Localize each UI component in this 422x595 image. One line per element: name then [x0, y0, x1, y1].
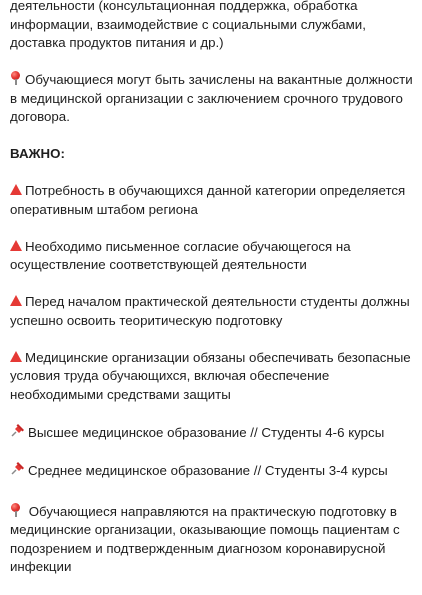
education-level-text-2: Среднее медицинское образование // Студенты 3-4 курсы [28, 462, 388, 478]
important-heading: ВАЖНО: [10, 146, 65, 161]
red-triangle-icon [10, 240, 22, 251]
red-triangle-icon [10, 295, 22, 306]
vacancy-note-text: Обучающиеся могут быть зачислены на вакантные должности в медицинской организации с заключением срочного трудового договора. [10, 72, 413, 124]
warning-text-4: Медицинские организации обязаны обеспечивать безопасные условия труда обучающихся, включая обеспечение необходимыми средствами защиты [10, 349, 411, 402]
warning-item-3 [10, 293, 414, 330]
red-triangle-icon [10, 184, 22, 195]
round-pushpin-icon [10, 503, 22, 517]
education-level-text-1: Высшее медицинское образование // Студенты 4-6 курсы [28, 424, 385, 440]
warning-text-2: Необходимо письменное согласие обучающегося на осуществление соответствующей деятельности [10, 238, 351, 272]
pushpin-icon [10, 423, 25, 438]
intro-tail-text: деятельности (консультационная поддержка, обработка информации, взаимодействие с социальными службами, доставка продуктов питания и др.) [10, 0, 366, 50]
warning-item-4 [10, 349, 414, 405]
warning-item-1 [10, 182, 414, 219]
vacancy-note-paragraph [10, 71, 414, 127]
warning-text-3: Перед началом практической деятельности студенты должны успешно освоить теоритическую подготовку [10, 294, 410, 328]
red-triangle-icon [10, 351, 22, 362]
pushpin-icon [10, 461, 25, 476]
practice-note-text: Обучающиеся направляются на практическую подготовку в медицинские организации, оказывающие помощь пациентам с подозрением и подтвержденным диагнозом коронавирусной инфекции [10, 503, 400, 574]
warning-item-2 [10, 238, 414, 275]
message-text [10, 0, 414, 595]
practice-note-paragraph [10, 503, 414, 577]
warning-text-1: Потребность в обучающихся данной категории определяется оперативным штабом региона [10, 183, 406, 217]
education-level-1 [10, 423, 414, 443]
round-pushpin-icon [10, 71, 22, 85]
education-level-2 [10, 461, 414, 481]
intro-tail-paragraph [10, 0, 414, 53]
